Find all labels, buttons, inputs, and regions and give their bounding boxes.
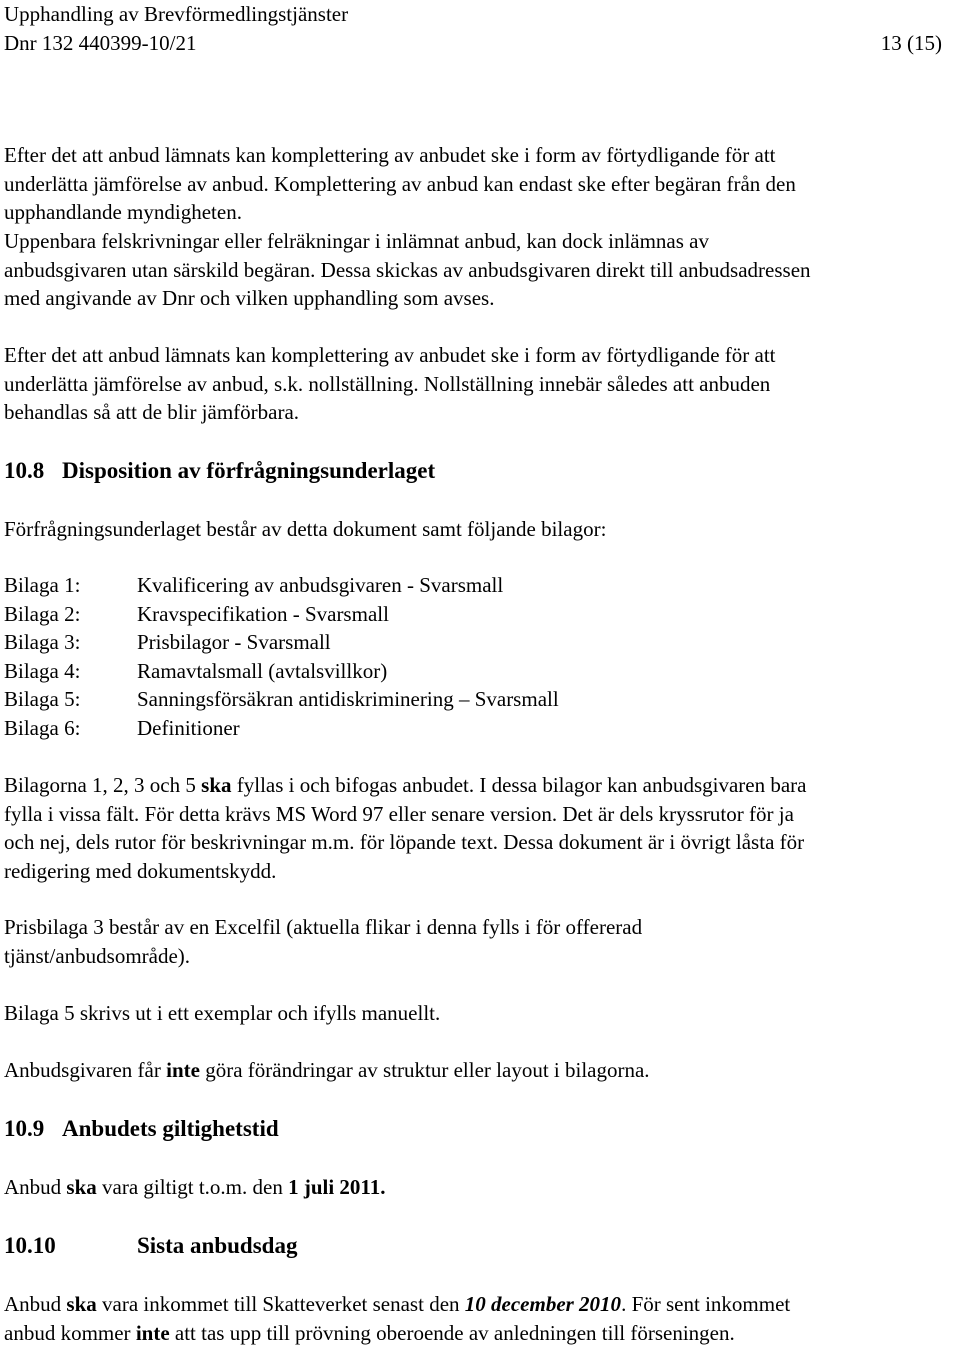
page-header [4, 0, 942, 58]
paragraph-forfragningsunderlag: Förfrågningsunderlaget består av detta dokument samt följande bilagor: [4, 517, 607, 541]
page-number: 13 (15) [880, 31, 942, 55]
paragraph-prisbilaga: Prisbilaga 3 består av en Excelfil (aktuella flikar i denna fylls i för offererad tjänst/anbudsområde). [4, 915, 643, 968]
paragraph-bilaga-5: Bilaga 5 skrivs ut i ett exemplar och ifylls manuellt. [4, 1001, 441, 1025]
section-heading-10-8: 10.8 Disposition av förfrågningsunderlaget [4, 458, 436, 483]
paragraph-komplettering: Efter det att anbud lämnats kan komplettering av anbudet ske i form av förtydligande för att underlätta jämförelse av anbud. Komplettering av anbud kan endast ske efter begäran från den upphandlande myndigheten. [4, 143, 796, 224]
list-item: Bilaga 6: Definitioner [4, 715, 240, 740]
list-item: Bilaga 3: Prisbilagor - Svarsmall [4, 630, 331, 655]
list-item: Bilaga 5: Sanningsförsäkran antidiskriminering – Svarsmall [4, 687, 559, 712]
section-heading-10-9: 10.9 Anbudets giltighetstid [4, 1116, 279, 1141]
paragraph-struktur: Anbudsgivaren får inte göra förändringar av struktur eller layout i bilagorna. [4, 1058, 650, 1082]
list-item: Bilaga 2: Kravspecifikation - Svarsmall [4, 601, 389, 626]
attachment-list [4, 571, 559, 743]
list-item: Bilaga 4: Ramavtalsmall (avtalsvillkor) [4, 658, 388, 683]
section-heading-10-10: 10.10 Sista anbudsdag [4, 1233, 298, 1258]
paragraph-felskrivningar: Uppenbara felskrivningar eller felräkningar i inlämnat anbud, kan dock inlämnas av anbudsgivaren utan särskild begäran. Dessa skickas av anbudsgivaren direkt till anbudsadressen med angivande av Dnr och vilken upphandling som avses. [4, 229, 811, 310]
list-item: Bilaga 1: Kvalificering av anbudsgivaren - Svarsmall [4, 573, 504, 597]
document-reference: Dnr 132 440399-10/21 [4, 31, 197, 55]
paragraph-sista-anbudsdag: Anbud ska vara inkommet till Skatteverket senast den 10 december 2010. För sent inkommet anbud kommer inte att tas upp till prövning oberoende av anledningen till förseningen. [4, 1292, 791, 1345]
paragraph-bilagorna: Bilagorna 1, 2, 3 och 5 ska fyllas i och bifogas anbudet. I dessa bilagor kan anbudsgivaren bara fylla i vissa fält. För detta krävs MS Word 97 eller senare version. Det är dels kryssrutor för ja och nej, dels rutor för beskrivningar m.m. för löpande text. Dessa dokument är i övrigt låsta för redigering med dokumentskydd. [4, 773, 807, 883]
document-title: Upphandling av Brevförmedlingstjänster [4, 2, 349, 26]
paragraph-giltighetstid: Anbud ska vara giltigt t.o.m. den 1 juli 2011. [4, 1175, 386, 1199]
paragraph-nollstallning: Efter det att anbud lämnats kan komplettering av anbudet ske i form av förtydligande för att underlätta jämförelse av anbud, s.k. nollställning. Nollställning innebär således att anbuden behandlas så att de blir jämförbara. [4, 343, 776, 424]
